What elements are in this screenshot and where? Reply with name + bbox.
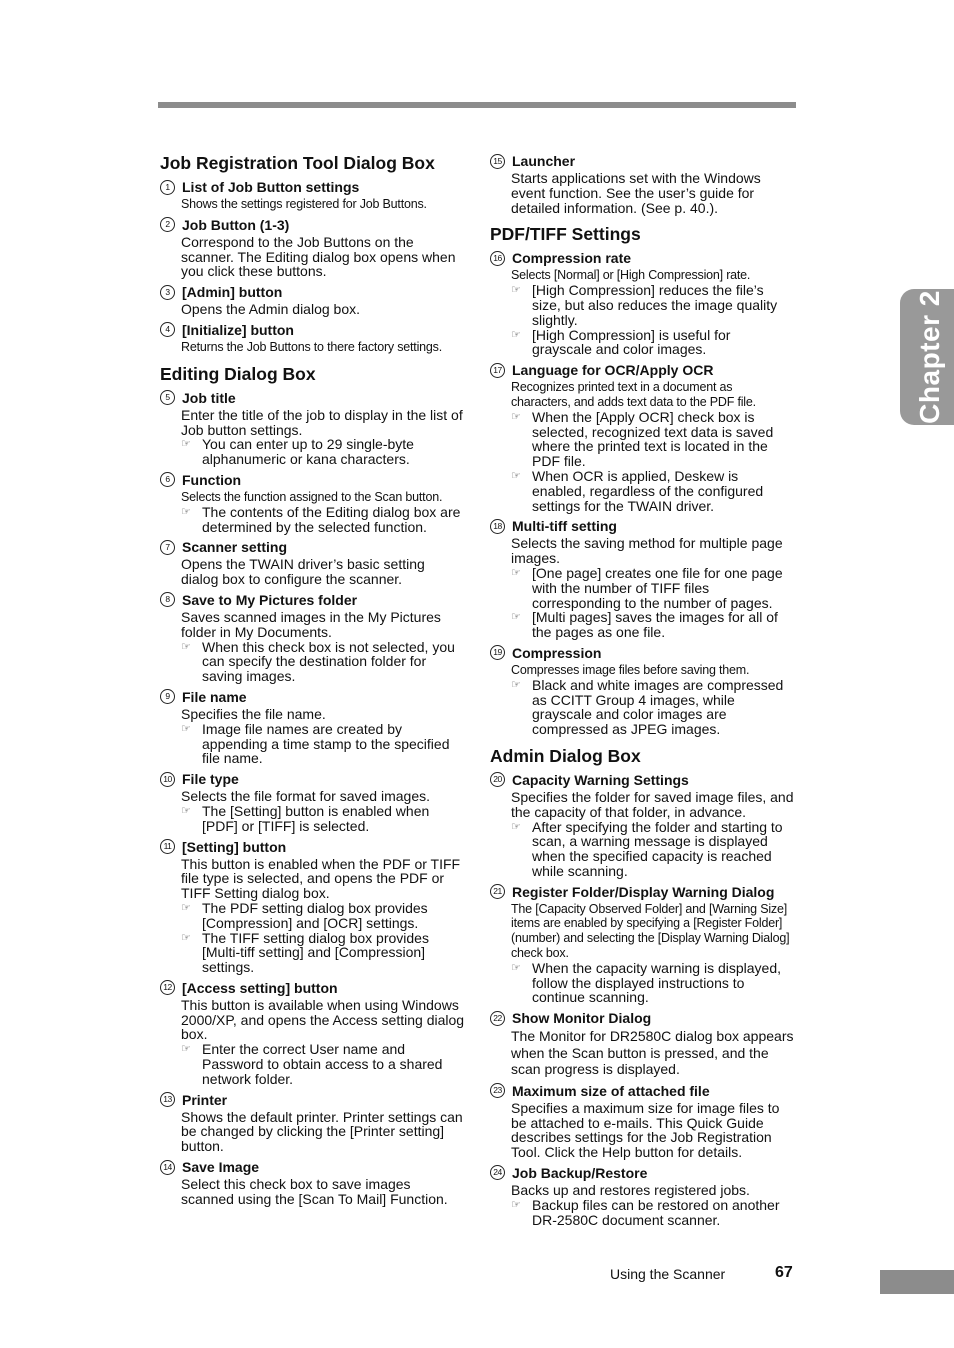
item-description: Shows the default printer. Printer settings can be changed by clicking the [Printer setting] button. bbox=[181, 1108, 463, 1155]
item-description: Specifies the folder for saved image files, and the capacity of that folder, in advance. bbox=[511, 788, 794, 820]
item-number-badge: 2 bbox=[160, 217, 175, 232]
page-number: 67 bbox=[775, 1264, 793, 1281]
item-number-badge: 11 bbox=[160, 839, 175, 854]
item-number-badge: 7 bbox=[160, 540, 175, 555]
note-text: After specifying the folder and starting to scan, a warning message is displayed when the specified capacity is reached while scanning. bbox=[532, 818, 783, 879]
item-number-badge: 13 bbox=[160, 1092, 175, 1107]
note-text: [One page] creates one file for one page with the number of TIFF files corresponding to the number of pages. bbox=[532, 564, 783, 611]
list-item bbox=[160, 321, 466, 355]
item-number-badge: 15 bbox=[490, 154, 505, 169]
section-heading: Job Registration Tool Dialog Box bbox=[160, 153, 435, 173]
note-pointer-icon: ☞ bbox=[511, 328, 521, 341]
section bbox=[160, 363, 466, 1207]
note-pointer-icon: ☞ bbox=[511, 566, 521, 579]
note-text: [Multi pages] saves the images for all of the pages as one file. bbox=[532, 609, 778, 641]
chapter-tab-label: Chapter 2 bbox=[914, 290, 945, 424]
item-note bbox=[511, 610, 794, 640]
item-description: Recognizes printed text in a document as characters, and adds text data to the PDF file. bbox=[511, 380, 756, 409]
item-header bbox=[160, 389, 466, 407]
item-description: Selects the file format for saved images. bbox=[181, 788, 430, 805]
item-title: Launcher bbox=[512, 153, 576, 169]
item-number-badge: 10 bbox=[160, 772, 175, 787]
list-item bbox=[160, 688, 466, 766]
item-note bbox=[181, 901, 466, 931]
item-number-badge: 1 bbox=[160, 180, 175, 195]
item-number-badge: 17 bbox=[490, 363, 505, 378]
item-title: Language for OCR/Apply OCR bbox=[512, 362, 714, 379]
item-title: Printer bbox=[182, 1091, 228, 1108]
item-header bbox=[490, 152, 794, 170]
item-title: Save Image bbox=[182, 1159, 260, 1176]
item-description: Backs up and restores registered jobs. bbox=[511, 1181, 750, 1198]
item-header bbox=[490, 883, 794, 901]
item-description: Enter the title of the job to display in the list of Job button settings. bbox=[181, 406, 463, 438]
list-item bbox=[160, 471, 466, 534]
note-text: [High Compression] reduces the file’s size, but also reduces the image quality slightly. bbox=[532, 282, 778, 328]
item-number-badge: 18 bbox=[490, 519, 505, 534]
note-text: The contents of the Editing dialog box are determined by the selected function. bbox=[202, 503, 461, 535]
note-pointer-icon: ☞ bbox=[181, 438, 191, 451]
note-pointer-icon: ☞ bbox=[181, 1043, 191, 1056]
left-column bbox=[160, 152, 466, 1211]
item-title: [Initialize] button bbox=[182, 321, 294, 338]
list-item bbox=[160, 178, 466, 212]
item-title: [Admin] button bbox=[182, 284, 283, 301]
item-number-badge: 16 bbox=[490, 251, 505, 266]
note-pointer-icon: ☞ bbox=[181, 505, 191, 518]
item-header bbox=[490, 249, 794, 267]
item-description: This button is enabled when the PDF or TIFF file type is selected, and opens the PDF or TIFF Setting dialog box. bbox=[181, 855, 461, 902]
item-number-badge: 20 bbox=[490, 772, 505, 787]
note-pointer-icon: ☞ bbox=[181, 722, 191, 735]
list-item bbox=[490, 644, 794, 737]
item-note bbox=[181, 640, 466, 684]
item-header bbox=[490, 517, 794, 535]
note-pointer-icon: ☞ bbox=[181, 931, 191, 944]
item-note bbox=[511, 328, 794, 358]
list-item bbox=[160, 389, 466, 467]
item-title: Compression rate bbox=[512, 250, 632, 267]
item-header bbox=[490, 771, 794, 789]
item-title: Save to My Pictures folder bbox=[182, 591, 358, 608]
item-title: [Setting] button bbox=[182, 838, 287, 855]
section-heading: Admin Dialog Box bbox=[490, 745, 641, 766]
footer-section-label: Using the Scanner bbox=[610, 1266, 726, 1282]
item-description: The [Capacity Observed Folder] and [Warning Size] items are enabled by specifying a [Register Folder] (number) and selecting the [Display Warning Dialog] check box. bbox=[511, 901, 790, 961]
list-item bbox=[490, 152, 794, 215]
list-item bbox=[160, 283, 466, 317]
item-number-badge: 12 bbox=[160, 980, 175, 995]
item-header bbox=[160, 770, 466, 788]
section bbox=[160, 152, 466, 355]
item-number-badge: 19 bbox=[490, 645, 505, 660]
item-title: Multi-tiff setting bbox=[512, 518, 617, 535]
section bbox=[490, 745, 794, 1227]
right-column bbox=[490, 152, 794, 1231]
item-header bbox=[160, 1091, 466, 1109]
item-header bbox=[160, 216, 466, 234]
list-item bbox=[160, 538, 466, 587]
item-header bbox=[490, 361, 794, 379]
note-text: When the [Apply OCR] check box is selected, recognized text data is saved where the printed text is located in the PDF file. bbox=[532, 408, 774, 470]
list-item bbox=[160, 216, 466, 279]
list-item bbox=[490, 1082, 794, 1160]
note-pointer-icon: ☞ bbox=[511, 1198, 521, 1211]
item-title: Job title bbox=[182, 389, 236, 406]
note-pointer-icon: ☞ bbox=[181, 901, 191, 914]
item-number-badge: 6 bbox=[160, 472, 175, 487]
item-header bbox=[160, 688, 466, 706]
item-number-badge: 5 bbox=[160, 390, 175, 405]
item-title: Compression bbox=[512, 644, 602, 661]
header-rule bbox=[158, 102, 796, 108]
item-title: Show Monitor Dialog bbox=[512, 1010, 652, 1027]
item-description: Returns the Job Buttons to there factory settings. bbox=[181, 339, 442, 354]
item-description: Shows the settings registered for Job Buttons. bbox=[181, 197, 427, 211]
note-pointer-icon: ☞ bbox=[511, 410, 521, 423]
note-pointer-icon: ☞ bbox=[181, 640, 191, 653]
item-note bbox=[181, 722, 466, 766]
item-description: Specifies a maximum size for image files to be attached to e-mails. This Quick Guide describes settings for the Job Registration Tool. Click the Help button for details. bbox=[511, 1099, 780, 1161]
item-title: Capacity Warning Settings bbox=[512, 771, 689, 788]
item-note bbox=[511, 961, 794, 1005]
list-item bbox=[160, 770, 466, 833]
item-number-badge: 22 bbox=[490, 1011, 505, 1026]
item-title: Maximum size of attached file bbox=[512, 1082, 710, 1099]
item-title: File type bbox=[182, 771, 239, 788]
note-text: [High Compression] is useful for grayscale and color images. bbox=[532, 326, 731, 358]
item-note bbox=[511, 410, 794, 469]
list-item bbox=[160, 979, 466, 1087]
item-title: File name bbox=[182, 688, 247, 705]
list-item bbox=[490, 517, 794, 640]
list-item bbox=[160, 1158, 466, 1207]
note-text: When this check box is not selected, you can specify the destination folder for saving images. bbox=[202, 638, 455, 685]
note-pointer-icon: ☞ bbox=[511, 611, 521, 624]
note-pointer-icon: ☞ bbox=[181, 804, 191, 817]
note-text: When OCR is applied, Deskew is enabled, regardless of the configured settings for the TWAIN driver. bbox=[532, 467, 764, 514]
item-note bbox=[511, 283, 794, 327]
section-heading: Editing Dialog Box bbox=[160, 363, 316, 384]
note-text: The PDF setting dialog box provides [Compression] and [OCR] settings. bbox=[202, 899, 428, 931]
item-description: Selects the function assigned to the Scan button. bbox=[181, 489, 443, 504]
item-number-badge: 9 bbox=[160, 689, 175, 704]
note-pointer-icon: ☞ bbox=[511, 469, 521, 482]
item-header bbox=[160, 1158, 466, 1176]
item-number-badge: 4 bbox=[160, 322, 175, 337]
item-header bbox=[490, 1009, 794, 1027]
note-text: The [Setting] button is enabled when [PDF] or [TIFF] is selected. bbox=[202, 802, 430, 834]
item-number-badge: 8 bbox=[160, 592, 175, 607]
item-description: Opens the TWAIN driver’s basic setting dialog box to configure the scanner. bbox=[181, 556, 425, 588]
item-description: Selects [Normal] or [High Compression] rate. bbox=[511, 268, 751, 283]
item-header bbox=[160, 591, 466, 609]
item-header bbox=[160, 321, 466, 339]
item-note bbox=[511, 1198, 794, 1228]
item-title: [Access setting] button bbox=[182, 979, 338, 996]
item-header bbox=[160, 178, 466, 196]
item-note bbox=[181, 1042, 466, 1086]
item-title: Job Backup/Restore bbox=[512, 1164, 648, 1181]
list-item bbox=[160, 591, 466, 684]
item-title: Scanner setting bbox=[182, 539, 288, 556]
list-item bbox=[490, 1009, 794, 1078]
item-header bbox=[160, 471, 466, 489]
item-note bbox=[181, 505, 466, 535]
item-description: The Monitor for DR2580C dialog box appears when the Scan button is pressed, and the scan progress is displayed. bbox=[511, 1028, 794, 1078]
note-text: Enter the correct User name and Password to obtain access to a shared network folder. bbox=[202, 1041, 443, 1087]
item-note bbox=[181, 437, 466, 467]
item-title: Job Button (1-3) bbox=[182, 216, 290, 233]
item-header bbox=[490, 644, 794, 662]
item-header bbox=[490, 1082, 794, 1100]
item-note bbox=[511, 678, 794, 737]
section bbox=[490, 223, 794, 737]
item-number-badge: 14 bbox=[160, 1160, 175, 1175]
note-text: The TIFF setting dialog box provides [Multi-tiff setting] and [Compression] settings. bbox=[202, 929, 429, 976]
note-text: Backup files can be restored on another DR-2580C document scanner. bbox=[532, 1196, 780, 1228]
section bbox=[490, 152, 794, 215]
item-number-badge: 24 bbox=[490, 1165, 505, 1180]
note-pointer-icon: ☞ bbox=[511, 678, 521, 691]
note-text: Black and white images are compressed as CCITT Group 4 images, while grayscale and color images are compressed as JPEG images. bbox=[532, 676, 784, 738]
item-number-badge: 3 bbox=[160, 285, 175, 300]
item-description: Correspond to the Job Buttons on the scanner. The Editing dialog box opens when you click these buttons. bbox=[181, 233, 456, 280]
note-text: When the capacity warning is displayed, follow the displayed instructions to continue scanning. bbox=[532, 959, 782, 1006]
list-item bbox=[490, 1164, 794, 1227]
footer-bar bbox=[880, 1270, 954, 1294]
item-description: Specifies the file name. bbox=[181, 705, 326, 722]
item-header bbox=[160, 283, 466, 301]
item-description: Selects the saving method for multiple page images. bbox=[511, 535, 783, 567]
list-item bbox=[490, 883, 794, 1006]
item-description: Starts applications set with the Windows event function. See the user’s guide for detailed information. (See p. 40.). bbox=[511, 170, 761, 216]
note-text: You can enter up to 29 single-byte alphanumeric or kana characters. bbox=[202, 436, 414, 468]
chapter-tab bbox=[900, 289, 954, 425]
item-description: Opens the Admin dialog box. bbox=[181, 301, 361, 318]
item-title: Function bbox=[182, 471, 242, 488]
item-number-badge: 21 bbox=[490, 884, 505, 899]
note-pointer-icon: ☞ bbox=[511, 820, 521, 833]
item-description: Select this check box to save images scanned using the [Scan To Mail] Function. bbox=[181, 1176, 448, 1207]
item-header bbox=[490, 1164, 794, 1182]
item-note bbox=[511, 469, 794, 513]
item-description: This button is available when using Windows 2000/XP, and opens the Access setting dialog box. bbox=[181, 996, 465, 1043]
item-header bbox=[160, 838, 466, 856]
item-header bbox=[160, 979, 466, 997]
item-title: Register Folder/Display Warning Dialog bbox=[512, 883, 775, 900]
list-item bbox=[160, 838, 466, 975]
note-pointer-icon: ☞ bbox=[511, 961, 521, 974]
item-note bbox=[511, 820, 794, 879]
section-heading: PDF/TIFF Settings bbox=[490, 224, 641, 245]
item-note bbox=[181, 931, 466, 975]
list-item bbox=[490, 361, 794, 513]
item-note bbox=[181, 804, 466, 834]
list-item bbox=[490, 771, 794, 879]
list-item bbox=[490, 249, 794, 357]
item-header bbox=[160, 538, 466, 556]
note-text: Image file names are created by appending a time stamp to the specified file name. bbox=[202, 720, 450, 767]
item-title: List of Job Button settings bbox=[182, 179, 360, 195]
item-number-badge: 23 bbox=[490, 1083, 505, 1098]
item-description: Compresses image files before saving them. bbox=[511, 662, 750, 677]
item-note bbox=[511, 566, 794, 610]
note-pointer-icon: ☞ bbox=[511, 284, 521, 297]
item-description: Saves scanned images in the My Pictures folder in My Documents. bbox=[181, 608, 441, 640]
list-item bbox=[160, 1091, 466, 1154]
